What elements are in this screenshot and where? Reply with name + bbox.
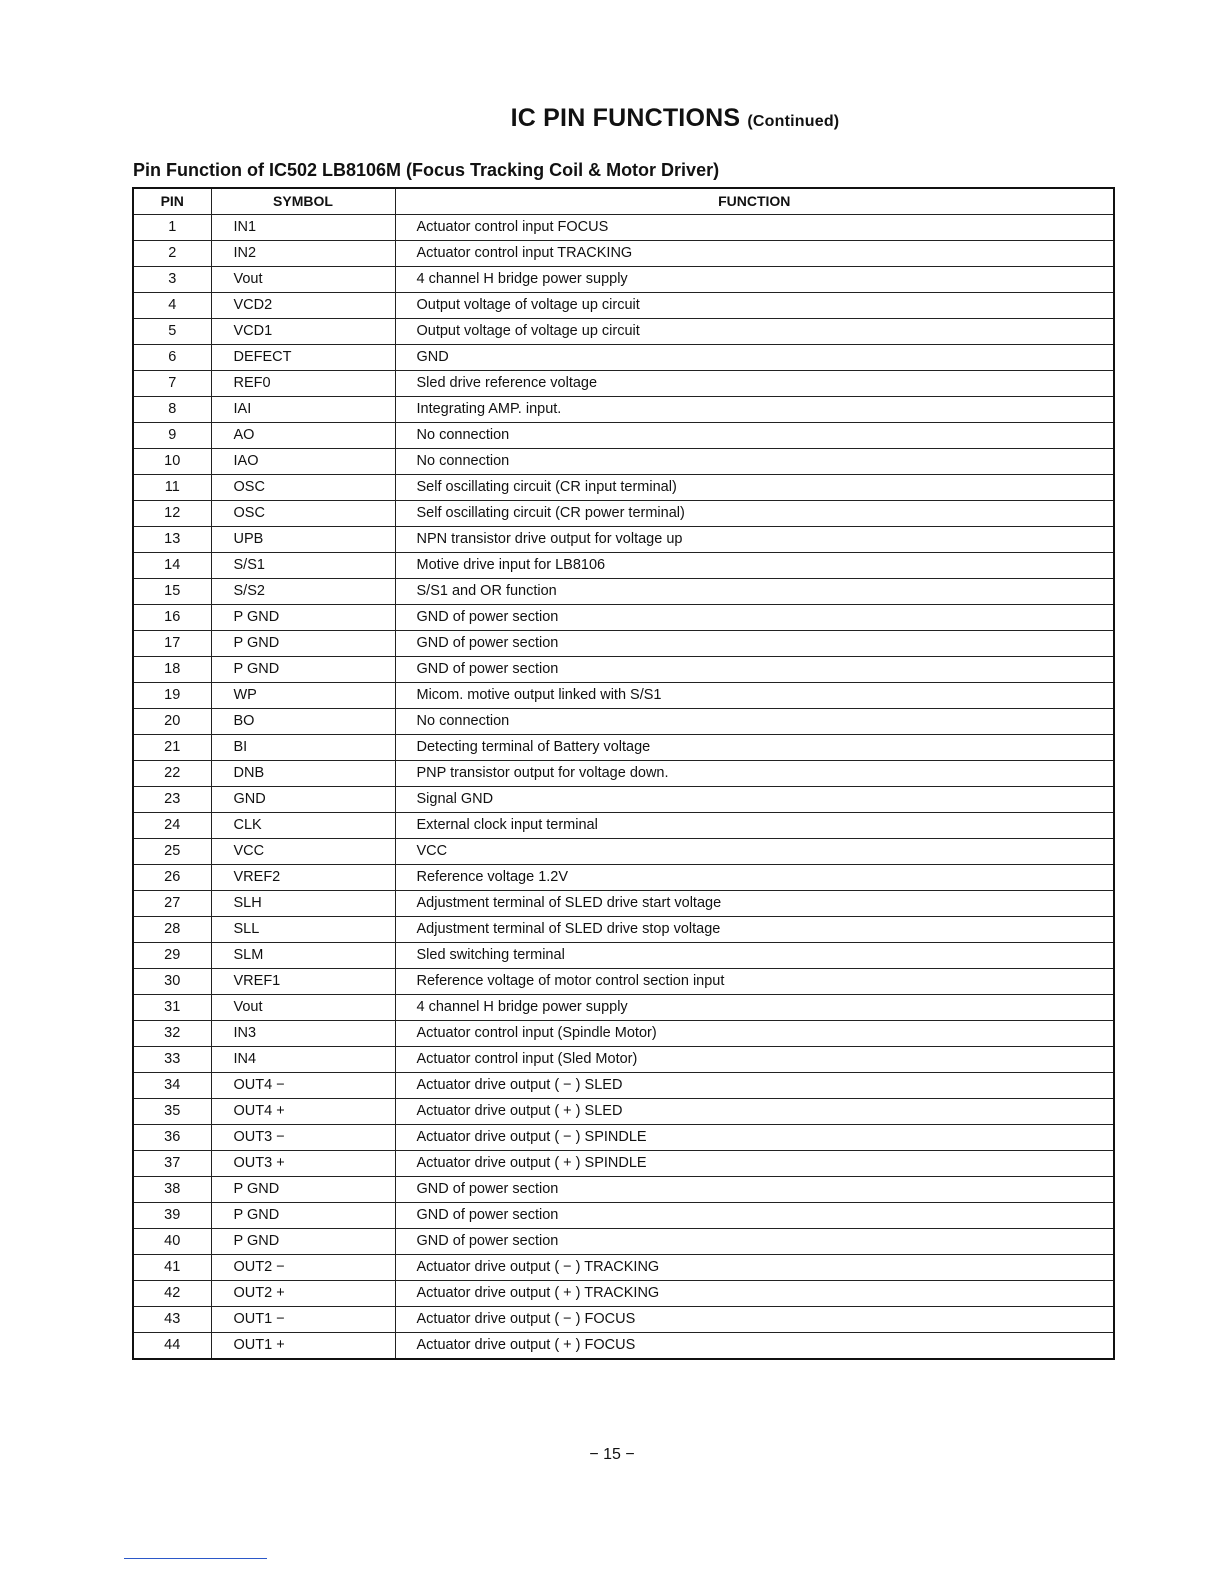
table-row [133,709,1114,735]
pin-cell: 38 [133,1177,211,1203]
table-row [133,449,1114,475]
symbol-cell: IAI [211,397,395,423]
pin-cell: 19 [133,683,211,709]
function-cell: GND of power section [395,657,1114,683]
pin-cell: 20 [133,709,211,735]
function-cell: GND of power section [395,631,1114,657]
pin-cell: 17 [133,631,211,657]
pin-cell: 11 [133,475,211,501]
table-row [133,1333,1114,1360]
symbol-cell: BI [211,735,395,761]
page-number: − 15 − [589,1446,635,1463]
symbol-cell: OUT4 + [211,1099,395,1125]
table-row [133,423,1114,449]
function-cell: No connection [395,423,1114,449]
pin-cell: 39 [133,1203,211,1229]
table-row [133,1125,1114,1151]
column-header-symbol: SYMBOL [211,188,395,215]
table-row [133,579,1114,605]
table-row [133,891,1114,917]
pin-cell: 2 [133,241,211,267]
symbol-cell: DNB [211,761,395,787]
symbol-cell: VREF1 [211,969,395,995]
pin-cell: 36 [133,1125,211,1151]
symbol-cell: SLM [211,943,395,969]
symbol-cell: OUT2 + [211,1281,395,1307]
symbol-cell: OUT2 − [211,1255,395,1281]
table-row [133,761,1114,787]
table-row [133,657,1114,683]
function-cell: S/S1 and OR function [395,579,1114,605]
column-header-pin: PIN [133,188,211,215]
function-cell: GND [395,345,1114,371]
symbol-cell: VREF2 [211,865,395,891]
symbol-cell: VCD2 [211,293,395,319]
function-cell: Sled drive reference voltage [395,371,1114,397]
symbol-cell: P GND [211,1203,395,1229]
page-title [0,104,1224,133]
pin-function-table [132,187,1115,1360]
symbol-cell: OSC [211,475,395,501]
function-cell: Actuator drive output ( + ) TRACKING [395,1281,1114,1307]
function-cell: External clock input terminal [395,813,1114,839]
function-cell: Actuator drive output ( − ) FOCUS [395,1307,1114,1333]
pin-cell: 6 [133,345,211,371]
table-row [133,267,1114,293]
pin-cell: 15 [133,579,211,605]
table-row [133,995,1114,1021]
symbol-cell: SLH [211,891,395,917]
function-cell: Actuator control input FOCUS [395,215,1114,241]
pin-cell: 28 [133,917,211,943]
function-cell: Actuator drive output ( + ) SPINDLE [395,1151,1114,1177]
pin-cell: 25 [133,839,211,865]
symbol-cell: P GND [211,605,395,631]
function-cell: 4 channel H bridge power supply [395,267,1114,293]
function-cell: Detecting terminal of Battery voltage [395,735,1114,761]
function-cell: NPN transistor drive output for voltage up [395,527,1114,553]
function-cell: VCC [395,839,1114,865]
pin-cell: 41 [133,1255,211,1281]
function-cell: GND of power section [395,1229,1114,1255]
function-cell: Actuator drive output ( − ) SLED [395,1073,1114,1099]
function-cell: GND of power section [395,605,1114,631]
table-row [133,813,1114,839]
pin-cell: 23 [133,787,211,813]
table-row [133,1307,1114,1333]
function-cell: Output voltage of voltage up circuit [395,293,1114,319]
pin-cell: 33 [133,1047,211,1073]
pin-cell: 26 [133,865,211,891]
symbol-cell: VCC [211,839,395,865]
table-row [133,735,1114,761]
symbol-cell: CLK [211,813,395,839]
symbol-cell: BO [211,709,395,735]
function-cell: Adjustment terminal of SLED drive start voltage [395,891,1114,917]
pin-cell: 24 [133,813,211,839]
symbol-cell: SLL [211,917,395,943]
symbol-cell: S/S1 [211,553,395,579]
table-row [133,1151,1114,1177]
symbol-cell: IN3 [211,1021,395,1047]
table-row [133,553,1114,579]
table-row [133,345,1114,371]
table-row [133,475,1114,501]
function-cell: Self oscillating circuit (CR power terminal) [395,501,1114,527]
function-cell: GND of power section [395,1177,1114,1203]
table-row [133,631,1114,657]
pin-cell: 43 [133,1307,211,1333]
table-row [133,397,1114,423]
symbol-cell: DEFECT [211,345,395,371]
function-cell: PNP transistor output for voltage down. [395,761,1114,787]
function-cell: 4 channel H bridge power supply [395,995,1114,1021]
pin-cell: 13 [133,527,211,553]
pin-cell: 21 [133,735,211,761]
pin-cell: 27 [133,891,211,917]
table-header-row [133,188,1114,215]
pin-cell: 16 [133,605,211,631]
table-row [133,1047,1114,1073]
symbol-cell: VCD1 [211,319,395,345]
table-row [133,241,1114,267]
function-cell: Sled switching terminal [395,943,1114,969]
symbol-cell: P GND [211,657,395,683]
function-cell: Output voltage of voltage up circuit [395,319,1114,345]
table-row [133,371,1114,397]
pin-cell: 37 [133,1151,211,1177]
symbol-cell: P GND [211,1177,395,1203]
function-cell: Self oscillating circuit (CR input terminal) [395,475,1114,501]
pin-cell: 32 [133,1021,211,1047]
page-title-suffix: (Continued) [747,113,840,130]
pin-cell: 35 [133,1099,211,1125]
pin-cell: 30 [133,969,211,995]
pin-cell: 42 [133,1281,211,1307]
function-cell: Actuator control input (Sled Motor) [395,1047,1114,1073]
table-row [133,865,1114,891]
table-row [133,1229,1114,1255]
function-cell: GND of power section [395,1203,1114,1229]
pin-cell: 40 [133,1229,211,1255]
symbol-cell: OUT4 − [211,1073,395,1099]
function-cell: Signal GND [395,787,1114,813]
table-row [133,527,1114,553]
table-row [133,787,1114,813]
table-row [133,917,1114,943]
pin-cell: 5 [133,319,211,345]
table-body [133,215,1114,1360]
table-row [133,293,1114,319]
symbol-cell: OUT1 − [211,1307,395,1333]
page-title-text: IC PIN FUNCTIONS [510,104,741,132]
symbol-cell: UPB [211,527,395,553]
symbol-cell: OUT3 − [211,1125,395,1151]
symbol-cell: IN4 [211,1047,395,1073]
table-row [133,1021,1114,1047]
symbol-cell: IAO [211,449,395,475]
function-cell: Actuator drive output ( + ) SLED [395,1099,1114,1125]
pin-cell: 1 [133,215,211,241]
table-row [133,1177,1114,1203]
function-cell: Actuator drive output ( + ) FOCUS [395,1333,1114,1360]
function-cell: No connection [395,709,1114,735]
pin-cell: 3 [133,267,211,293]
function-cell: Actuator drive output ( − ) SPINDLE [395,1125,1114,1151]
symbol-cell: P GND [211,1229,395,1255]
function-cell: Micom. motive output linked with S/S1 [395,683,1114,709]
symbol-cell: S/S2 [211,579,395,605]
pin-cell: 8 [133,397,211,423]
function-cell: No connection [395,449,1114,475]
table-row [133,605,1114,631]
table-row [133,501,1114,527]
table-row [133,1203,1114,1229]
table-row [133,683,1114,709]
pin-cell: 31 [133,995,211,1021]
symbol-cell: Vout [211,267,395,293]
pin-cell: 7 [133,371,211,397]
table-row [133,969,1114,995]
table-row [133,839,1114,865]
table-row [133,1099,1114,1125]
function-cell: Actuator control input (Spindle Motor) [395,1021,1114,1047]
pin-cell: 29 [133,943,211,969]
symbol-cell: REF0 [211,371,395,397]
pin-cell: 22 [133,761,211,787]
symbol-cell: IN2 [211,241,395,267]
pin-cell: 14 [133,553,211,579]
table-row [133,1073,1114,1099]
symbol-cell: GND [211,787,395,813]
table-row [133,215,1114,241]
footer-rule [124,1558,267,1559]
symbol-cell: OUT1 + [211,1333,395,1360]
function-cell: Actuator drive output ( − ) TRACKING [395,1255,1114,1281]
column-header-function: FUNCTION [395,188,1114,215]
symbol-cell: IN1 [211,215,395,241]
pin-cell: 9 [133,423,211,449]
symbol-cell: AO [211,423,395,449]
function-cell: Motive drive input for LB8106 [395,553,1114,579]
table-row [133,1255,1114,1281]
function-cell: Actuator control input TRACKING [395,241,1114,267]
function-cell: Integrating AMP. input. [395,397,1114,423]
table-row [133,1281,1114,1307]
table-row [133,319,1114,345]
symbol-cell: OUT3 + [211,1151,395,1177]
section-title: Pin Function of IC502 LB8106M (Focus Tracking Coil & Motor Driver) [133,160,720,180]
symbol-cell: Vout [211,995,395,1021]
function-cell: Reference voltage of motor control section input [395,969,1114,995]
function-cell: Adjustment terminal of SLED drive stop voltage [395,917,1114,943]
pin-cell: 18 [133,657,211,683]
pin-cell: 4 [133,293,211,319]
pin-cell: 12 [133,501,211,527]
pin-cell: 10 [133,449,211,475]
symbol-cell: P GND [211,631,395,657]
pin-cell: 44 [133,1333,211,1360]
function-cell: Reference voltage 1.2V [395,865,1114,891]
pin-cell: 34 [133,1073,211,1099]
symbol-cell: WP [211,683,395,709]
table-row [133,943,1114,969]
symbol-cell: OSC [211,501,395,527]
